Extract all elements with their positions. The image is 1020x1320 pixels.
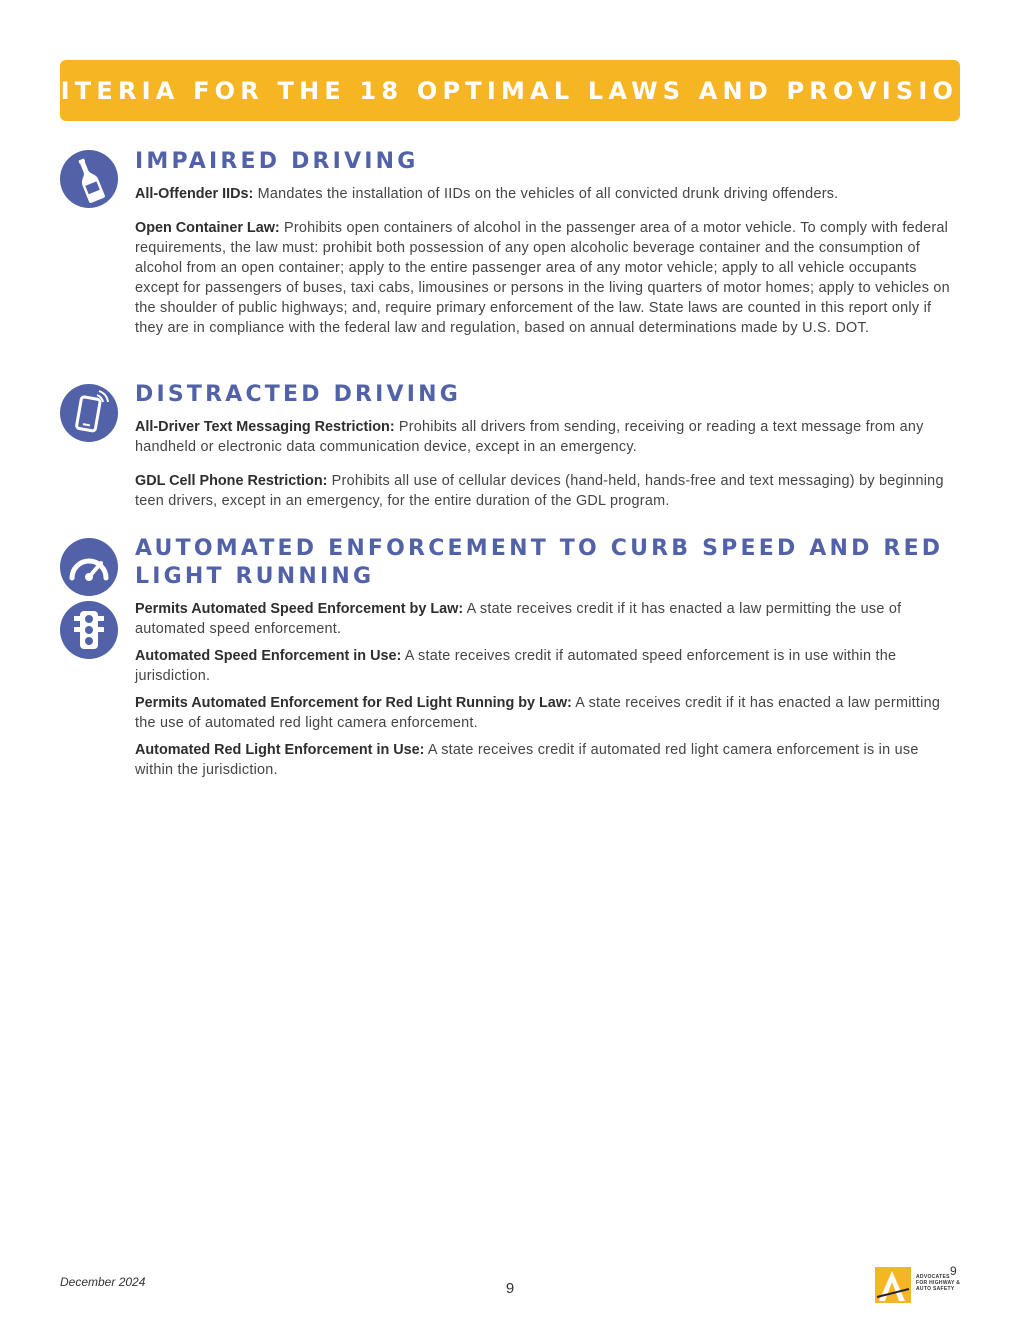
logo-page-number: 9 bbox=[950, 1264, 957, 1278]
cell-phone-icon bbox=[60, 384, 118, 442]
criteria-term: Automated Speed Enforcement in Use: bbox=[135, 648, 402, 664]
criteria-text: A state receives credit if automated red light camera enforcement is in use within the jurisdiction. bbox=[135, 742, 919, 778]
criteria-item bbox=[135, 417, 960, 457]
criteria-text: A state receives credit if automated speed enforcement is in use within the jurisdiction. bbox=[135, 648, 897, 684]
criteria-item bbox=[135, 693, 960, 733]
criteria-text: Mandates the installation of IIDs on the vehicles of all convicted drunk driving offenders. bbox=[253, 186, 839, 202]
logo-text: ADVOCATES FOR HIGHWAY & AUTO SAFETY bbox=[916, 1274, 961, 1292]
traffic-light-icon bbox=[60, 601, 118, 659]
criteria-item bbox=[135, 740, 960, 780]
criteria-item bbox=[135, 646, 960, 686]
criteria-text: Prohibits open containers of alcohol in the passenger area of a motor vehicle. To comply with federal requirements, the law must: prohibit both possession of any open alcoholic beverage container and the consumption of alcohol from an open container; apply to the entire passenger area of any motor vehicle; apply to all vehicle occupants except for passengers of buses, taxi cabs, limousines or persons in the living quarters of motor homes; apply to vehicles on the shoulder of public highways; and, require primary enforcement of the law. State laws are counted in this report only if they are in compliance with the federal law and regulation, based on annual determinations made by U.S. DOT. bbox=[135, 220, 950, 336]
criteria-text: Prohibits all drivers from sending, receiving or reading a text message from any handheld or electronic data communication device, except in an emergency. bbox=[135, 419, 924, 455]
criteria-item bbox=[135, 599, 960, 639]
section-title: IMPAIRED DRIVING bbox=[135, 149, 419, 174]
criteria-item bbox=[135, 471, 960, 511]
speedometer-icon bbox=[60, 538, 118, 596]
section-title: DISTRACTED DRIVING bbox=[135, 382, 462, 407]
distracted-driving-section bbox=[135, 381, 960, 525]
section-title: AUTOMATED ENFORCEMENT TO CURB SPEED AND RED LIGHT RUNNING bbox=[135, 536, 944, 589]
criteria-term: All-Offender IIDs: bbox=[135, 186, 254, 202]
criteria-item bbox=[135, 218, 960, 338]
impaired-driving-section bbox=[135, 148, 960, 352]
criteria-term: Automated Red Light Enforcement in Use: bbox=[135, 742, 425, 758]
criteria-term: Permits Automated Speed Enforcement by Law: bbox=[135, 601, 464, 617]
criteria-text: A state receives credit if it has enacted a law permitting the use of automated red light camera enforcement. bbox=[135, 695, 941, 731]
footer-date: December 2024 bbox=[60, 1275, 146, 1289]
criteria-term: GDL Cell Phone Restriction: bbox=[135, 473, 328, 489]
banner-title: CRITERIA FOR THE 18 OPTIMAL LAWS AND PROVISIONS bbox=[14, 76, 1006, 105]
criteria-text: Prohibits all use of cellular devices (hand-held, hands-free and text messaging) by beginning teen drivers, except in an emergency, for the entire duration of the GDL program. bbox=[135, 473, 944, 509]
criteria-text: A state receives credit if it has enacted a law permitting the use of automated speed enforcement. bbox=[135, 601, 902, 637]
criteria-item bbox=[135, 184, 960, 204]
criteria-term: All-Driver Text Messaging Restriction: bbox=[135, 419, 395, 435]
automated-enforcement-section bbox=[135, 535, 960, 787]
page-number: 9 bbox=[505, 1280, 515, 1297]
section-banner bbox=[14, 60, 1006, 121]
bottle-icon bbox=[60, 150, 118, 208]
criteria-term: Open Container Law: bbox=[135, 220, 280, 236]
criteria-term: Permits Automated Enforcement for Red Light Running by Law: bbox=[135, 695, 572, 711]
